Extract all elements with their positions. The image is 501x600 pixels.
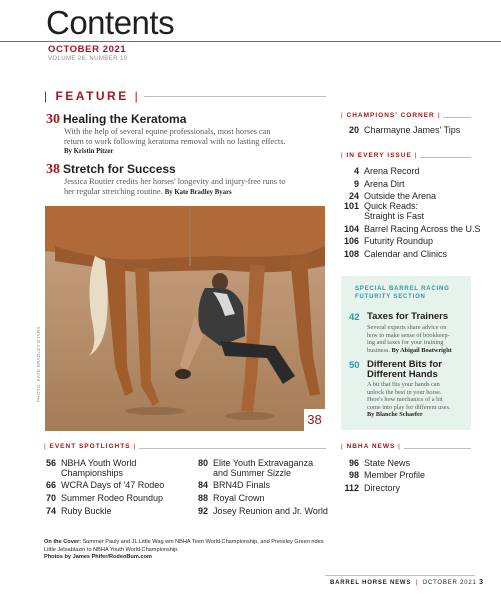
toc-title: Calendar and Clinics <box>364 249 448 259</box>
toc-title: WCRA Days of '47 Rodeo <box>61 480 165 490</box>
toc-item-calendar[interactable] <box>341 249 481 259</box>
toc-item-state-news[interactable] <box>341 458 481 468</box>
cover-caption: On the Cover: Summer Pauly and JL Little Wag win NBHA Teen World Championship, and Pressley Green rides Little Jetsablazin to NBHA Youth World Championship. Photos by James Phifer/RodeoBum.com <box>44 539 324 560</box>
toc-page-number: 24 <box>348 191 359 201</box>
toc-page-number: 92 <box>197 506 208 516</box>
toc-title-line-2: Championships <box>61 468 124 478</box>
issue-volume: VOLUME 26, NUMBER 10 <box>48 56 128 62</box>
special-page-number: 42 <box>349 312 360 323</box>
champions-corner-header <box>341 112 471 122</box>
bracket-mark: | <box>128 89 141 103</box>
toc-page-number: 80 <box>197 458 208 468</box>
special-item-taxes[interactable] <box>349 312 471 358</box>
toc-item-royal-crown[interactable] <box>190 493 340 503</box>
toc-title: Summer Rodeo Roundup <box>61 493 164 503</box>
section-label: IN EVERY ISSUE <box>346 152 412 159</box>
toc-title: Royal Crown <box>213 493 265 503</box>
toc-page-number: 20 <box>348 125 359 135</box>
folio-page-number: 3 <box>479 579 484 586</box>
toc-item-arena-record[interactable] <box>341 166 481 176</box>
toc-page-number: 66 <box>45 480 56 490</box>
feature-section-header <box>44 89 326 103</box>
feature-page-number: 30 <box>46 112 60 127</box>
special-futurity-section <box>341 276 471 430</box>
toc-title: Directory <box>364 483 401 493</box>
folio <box>330 579 484 586</box>
horse-stretch-illustration <box>45 206 325 431</box>
toc-title: NBHA Youth World <box>61 458 137 468</box>
toc-page-number: 112 <box>344 483 359 493</box>
toc-title: Elite Youth Extravaganza <box>213 458 314 468</box>
feature-title: Healing the Keratoma <box>63 112 187 126</box>
toc-item-outside-arena[interactable] <box>341 191 481 201</box>
bracket-mark: | <box>44 89 56 103</box>
toc-page-number: 74 <box>45 506 56 516</box>
bracket-mark: | <box>341 443 347 450</box>
toc-title-line-2: Straight is Fast <box>364 211 425 221</box>
toc-item-summer-rodeo[interactable] <box>38 493 188 503</box>
feature-label: FEATURE <box>55 89 129 103</box>
toc-title: Charmayne James' Tips <box>364 125 461 135</box>
photo-page-number: 38 <box>304 409 325 431</box>
cover-caption-lead: On the Cover: <box>44 539 81 545</box>
toc-title: Outside the Arena <box>364 191 437 201</box>
toc-title: Quick Reads: <box>364 201 419 211</box>
toc-title: Ruby Buckle <box>61 506 112 516</box>
bracket-mark: | <box>411 152 418 159</box>
feature-page-number: 38 <box>46 162 60 177</box>
folio-publication: BARREL HORSE NEWS <box>330 580 412 586</box>
bracket-mark: | <box>44 443 50 450</box>
toc-item-across-us[interactable] <box>341 224 491 234</box>
toc-title: BRN4D Finals <box>213 480 271 490</box>
footer-divider <box>325 575 475 576</box>
section-label: EVENT SPOTLIGHTS <box>49 443 131 450</box>
feature-description: Jessica Routier credits her horses' longevity and injury-free runs to her regular stretching routine. By Kate Bradley Byars <box>64 177 286 196</box>
issue-date: OCTOBER 2021 <box>48 44 127 55</box>
feature-title: Stretch for Success <box>63 162 176 176</box>
divider <box>126 96 326 97</box>
toc-page-number: 88 <box>197 493 208 503</box>
folio-separator: | <box>415 580 418 586</box>
special-item-bits[interactable] <box>349 360 471 426</box>
toc-page-number: 9 <box>353 179 359 189</box>
toc-item-charmayne-tips[interactable] <box>341 125 471 135</box>
special-byline: By Blanche Schaefer <box>367 411 423 418</box>
in-every-issue-header <box>341 152 471 162</box>
toc-page-number: 101 <box>343 201 359 211</box>
toc-page-number: 106 <box>343 236 359 246</box>
special-page-number: 50 <box>349 360 360 371</box>
toc-page-number: 108 <box>343 249 359 259</box>
toc-item-brn4d[interactable] <box>190 480 340 490</box>
toc-item-ruby-buckle[interactable] <box>38 506 188 516</box>
toc-item-wcra[interactable] <box>38 480 188 490</box>
feature-byline: By Kristin Pitzer <box>64 148 114 155</box>
bracket-mark: | <box>130 443 137 450</box>
feature-item-keratoma[interactable] <box>46 110 186 128</box>
toc-title: Futurity Roundup <box>364 236 434 246</box>
toc-item-quick-reads[interactable] <box>341 201 481 221</box>
section-label: NBHA NEWS <box>346 443 396 450</box>
cover-photo-credit: Photos by James Phifer/RodeoBum.com <box>44 554 152 560</box>
toc-item-futurity-roundup[interactable] <box>341 236 481 246</box>
bracket-mark: | <box>395 443 401 450</box>
event-spotlights-header <box>44 443 326 453</box>
folio-date: OCTOBER 2021 <box>422 580 477 586</box>
toc-title: Arena Dirt <box>364 179 405 189</box>
toc-page-number: 70 <box>45 493 56 503</box>
toc-title-line-2: and Summer Sizzle <box>213 468 292 478</box>
special-title: Taxes for Trainers <box>367 311 449 322</box>
special-section-label: SPECIAL BARREL RACING FUTURITY SECTION <box>355 286 450 300</box>
toc-page-number: 56 <box>45 458 56 468</box>
bracket-mark: | <box>434 112 441 119</box>
special-byline: By Abigail Boatwright <box>391 346 452 354</box>
feature-item-stretch[interactable] <box>46 160 176 178</box>
toc-page-number: 84 <box>197 480 208 490</box>
toc-item-elite-youth[interactable] <box>190 458 340 478</box>
toc-title: State News <box>364 458 411 468</box>
toc-item-josey-reunion[interactable] <box>190 506 340 516</box>
page-title: Contents <box>46 4 175 41</box>
bracket-mark: | <box>341 112 347 119</box>
toc-title: Member Profile <box>364 470 426 480</box>
feature-byline: By Kate Bradley Byars <box>164 189 232 196</box>
nbha-news-header <box>341 443 471 453</box>
toc-item-arena-dirt[interactable] <box>341 179 481 189</box>
special-description: Several experts share advice on how to make sense of bookkeep- ing and taxes for your training business. By Abigail Boatwright <box>367 324 452 354</box>
toc-page-number: 104 <box>343 224 359 234</box>
toc-title: Arena Record <box>364 166 420 176</box>
toc-page-number: 4 <box>353 166 359 176</box>
section-label: CHAMPIONS' CORNER <box>346 112 435 119</box>
bracket-mark: | <box>341 152 347 159</box>
toc-title: Josey Reunion and Jr. World <box>213 506 328 516</box>
toc-item-directory[interactable] <box>341 483 481 493</box>
toc-item-member-profile[interactable] <box>341 470 481 480</box>
toc-page-number: 98 <box>348 470 359 480</box>
special-description: A bit that fits your hands can unlock the best in your horse. Here's how mechanics of a bit come into play for different uses. By Blanche Schaefer <box>367 381 475 419</box>
header-rule <box>0 41 501 42</box>
feature-photo[interactable] <box>45 206 325 431</box>
photo-credit: PHOTO: KATE BRADLEY BYARS <box>36 326 41 402</box>
toc-title: Barrel Racing Across the U.S <box>364 224 481 234</box>
toc-page-number: 96 <box>348 458 359 468</box>
feature-description: With the help of several equine professionals, most horses can return to work following keratoma removal with no lasting effects. By Kristin Pitzer <box>64 127 286 155</box>
special-title: Different Bits for Different Hands <box>367 359 442 380</box>
toc-item-nbha-youth-world[interactable] <box>38 458 188 478</box>
